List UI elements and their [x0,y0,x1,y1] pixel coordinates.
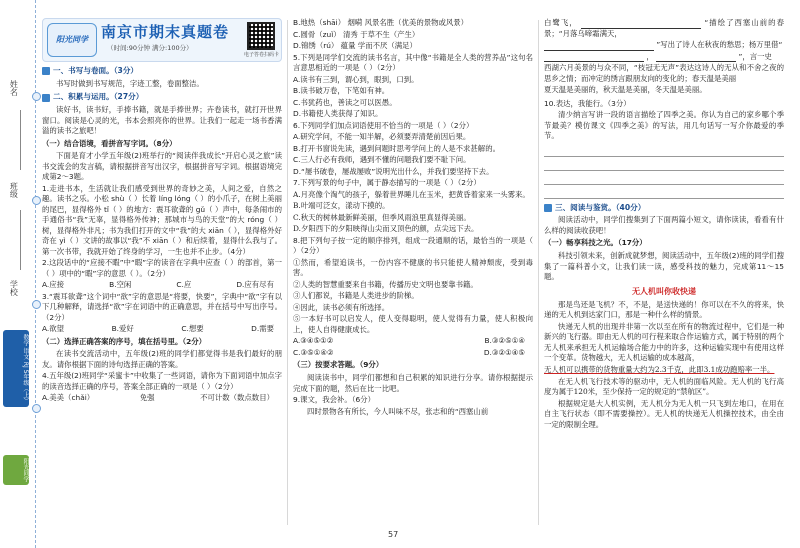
option[interactable]: C.应 [176,280,192,290]
question-4: 4.五年级(2)班同学“采蜜卡”中收集了一些词语，请你为下面词语中加点字的读音选择正确的序号，答案全部正确的一项是（ ）（2分） [42,371,282,391]
option[interactable]: B.打开书窗说先读，遇到问题时思考学问上的人是不求甚解的。 [293,143,500,153]
option-line[interactable]: B.地热（shāi） 烟嗬 风景名胜（优美的景物或风景） [293,18,469,27]
question-2-options [42,280,282,291]
question-5: 5.下列是同学们交流的读书名言，其中像“书籍是全人类的营养品”这句名言意思相近的一项是（ ）（2分） [293,52,533,73]
fill-line[interactable] [544,18,784,39]
option[interactable]: B.③②⑤①④ [484,336,525,346]
answer-blank[interactable] [656,54,736,62]
option[interactable]: C.想要 [181,324,204,334]
question-6: 6.下列同学们加点词语使用不恰当的一项是（ ）（2分） [293,120,474,130]
answer-blank[interactable] [581,21,701,29]
paragraph: 书写时做到书写规范，字迹工整，卷面整洁。 [56,78,204,88]
paragraph: 下面是育才小学五年级(2)班举行的“阅读伴我成长”开启心灵之旅”读书交流会的发言稿，请根据拼音写出汉字，根据拼音写字词。根据语境完成第2～3题。 [42,151,282,182]
section-marker-icon [42,67,50,75]
name-line [20,110,21,170]
answer-line[interactable] [544,185,784,199]
answer-line[interactable] [544,143,784,157]
column-divider [538,20,539,525]
fill-text: ”，言一史 [738,51,772,61]
fill-text: 白鹭飞， [544,18,578,27]
paragraph: 在读书交流活动中，五年级(2)班的同学们都觉得书是我们最好的朋友。请你根据下面的诗句选择正确的答案。 [42,349,282,369]
option[interactable]: B.空闲 [109,280,132,290]
sentence-item: ④因此，读书必须有所选择。 [293,302,390,312]
option[interactable]: D.③②①④⑤ [483,347,525,357]
question-9: 9.课文，我会补。（6分） [293,395,375,405]
option-line[interactable]: C.圆骨（zuǐ） 清秀 于草不生（产生） [293,29,420,39]
question-4-options [42,393,282,404]
answer-blank[interactable] [544,43,654,51]
paragraph: 阅读读书中，同学们都想和自己积累的知识进行分享。请你根据提示完成下面的题，然后在比一比吧。 [293,372,533,393]
option[interactable]: A.研究学问，不能一知半解，必须要弄清楚前因后果。 [293,132,471,142]
qr-code-icon[interactable] [247,22,275,50]
subsection-title: （一）畅享科技之光。（17分） [544,238,647,248]
option[interactable]: A.月亮像个淘气的孩子，躲着世界睡儿在玉米，把黄昏着家来一头雾来。 [293,189,530,199]
option[interactable]: D.书籍使人类获得了知识。 [293,109,383,119]
option[interactable]: D.应有尽有 [236,280,274,290]
option[interactable]: D.需要 [251,324,274,334]
binding-hole [32,300,41,309]
option[interactable]: B.读书破万卷，下笔如有神。 [293,86,390,96]
answer-line[interactable] [544,157,784,171]
column-divider [287,20,288,525]
question-7: 7.下列写景的句子中，属于静态描写的一项是（ ）（2分） [293,178,481,188]
option[interactable]: A.欲望 [42,324,65,334]
binding-hole [32,92,41,101]
paragraph: 四时景物各有所长，今人叫味不尽，张志和的“西塞山前 [307,406,489,416]
binding-hole [32,196,41,205]
option[interactable]: C.书犹药也，善读之可以医愚。 [293,97,397,107]
class-line [20,210,21,270]
question-8-options [293,348,533,359]
question-3-options [42,324,282,335]
class-label: 班级 [9,182,19,198]
binding-hole [32,404,41,413]
brand-tag: 阳光同学 [3,455,29,485]
qr-caption: 电子答卷扫码卡 [243,52,279,58]
sentence-item: ②人类的智慧重要来自书籍，传播历史文明也要靠书籍。 [293,279,478,289]
option[interactable]: A.应接 [42,280,65,290]
name-label: 姓名 [9,80,19,96]
option-line[interactable]: D.锦绣（rú） 蕴量 学而不厌（满足） [293,41,417,51]
question-1: 1.走进书本，生活就让我们感受到世界的奇妙之美，人间之爱，自然之趣。读书之乐。小松 shù（ ）长着 líng lóng（ ）的小爪子，在树上美丽的尾巴，显得格外 tǐ（ ）的地方：震耳欲聋的 gǔ（ ）声中，每条闹市的手通俗书“我”无辜，显得格外传神；那城市与鸟的天堂”的大 róng（ ）树，显得格外非凡；书为我们打开的文中“我”的大 xiān（ ），显得格外好奇在 yì（ ）文讲的故事以“我”不 xiān（ ）和后续着，显得什么我与了。第一次书带，我就开始了终身的学习，一生也并不止步。（4分） [42,183,282,256]
column-2 [293,18,533,418]
question-8-options [293,336,533,347]
paragraph: 西湖六月美景的与众不同，“枝冠无无声”表达这诗人的无从和不舍之夜的思乡之情；而冲定的绣言跟朋友向的变化的；春天温是美丽 [544,63,784,83]
subsection-title: （一）结合语境，看拼音写字词。（8分） [42,138,177,148]
question-2: 2.这段话中的“应接不暇”中“暇”字的读音在字典中应查（ ）的部首，第一（ ）项中的“暇”字的意思（ ）。（2分） [42,258,282,278]
paragraph: 阅读活动中，同学们搜集到了下面两篇小短文，请你读读，看看有什么样的阅读收获吧！ [544,215,784,235]
fill-text: ”写出了诗人在秋夜的愁思；杨万里借“ [656,40,783,50]
option[interactable]: D.夕阳西下的夕阳映得山尖而又顶色的颜，点尖远下去。 [293,224,479,234]
paragraph: 读好书，读书好，手捧书籍，就是手捧世界；卉卷读书，就打开世界窗口。阅读是心灵的光，书本会照亮你的世界。让我们一起走一场书香满溢的读书之旅吧！ [42,105,282,136]
exam-meta: （时间:90分钟 满分:100分） [107,44,193,52]
paragraph: 夏天温是美丽的，秋天温是美丽，冬天温是美丽。 [544,85,707,95]
option[interactable]: A.读书有三到，谓心到，眼到，口到。 [293,74,419,84]
option[interactable]: C.三人行必有我师，遇到不懂的问题我们要不耻下问。 [293,155,471,165]
fill-text: “描绘了西塞山前的春景；“月落乌啼霜满天， [544,18,784,38]
fill-line[interactable] [544,40,784,51]
option[interactable]: C.③⑤①④② [293,347,334,357]
option[interactable]: B.叶端可泛女，漾动下摸的。 [293,201,390,211]
answer-blank[interactable] [544,54,644,62]
column-3 [544,18,784,431]
answer-line[interactable] [544,171,784,185]
option[interactable]: A.美美（chǎi） [42,393,95,403]
section-title: 三、阅读与鉴赏。（40分） [555,202,646,212]
option[interactable]: A.③④⑤①② [293,336,334,346]
article-paragraph: 快递无人机的出现并非第一次以至在所有的物流过程中，它们是一种新兴的飞行器。即由无人机的可行程来取合作运输方式，属于特别的两个无人机来承担无人机运输场合能力中的许多，这种运输实现中有使用这样一个变革。货物越大，无人机运输的成本越高， [544,321,784,363]
article-title: 无人机叫你收快递 [632,286,696,296]
section-heading [544,203,784,214]
exam-title: 南京市期末真题卷 [101,23,230,41]
sentence-item: ⑤一本好书可以启发人，使人变得聪明，使人觉得有力量，使人积极向上，使人自得健康成长。 [293,314,533,334]
subsection-title: （三）按要求答题。（9分） [293,360,384,370]
section-marker-icon [42,94,50,102]
option[interactable]: 不可计数（数点数目） [200,393,274,403]
brand-logo: 阳光同学 [47,23,97,57]
option[interactable]: 免强 [139,393,155,403]
section-heading [42,66,282,77]
paragraph: 清少纳言写讲一段的语言描绘了四季之美。你认为自己的家乡哪个季节最美？模仿课文《四季之美》的写法，用几句话写一写介你最爱的季节。 [544,110,784,141]
subsection-title: （二）选择正确答案的序号，填在括号里。（2分） [42,336,207,346]
option[interactable]: D.“屡书破卷，屡战屡败”说明光出什么，并我们要坚持下去。 [293,166,494,176]
page-number: 57 [388,530,399,539]
section-heading [42,92,282,103]
option[interactable]: B.爱好 [111,324,134,334]
question-8: 8.把下列句子按一定的顺序排列，组成一段通顺的话，最恰当的一项是（ ）（2分） [293,235,533,256]
column-1 [42,18,282,405]
sentence-item: ①然而，希望追读书，一份内容不健康的书只能使人精神颓废，受到毒害。 [293,257,533,278]
underlined-sentence: 无人机可以携带的货物重量大约为2.3千克，此即3.1成功跑赔率一半。 [544,365,775,374]
grade-tag: 数学 语文 RJ 5年级（上） [3,330,29,407]
section-title: 二、积累与运用。（27分） [53,92,144,102]
exam-banner [42,18,282,62]
section-title: 一、书写与卷面。（3分） [53,66,139,75]
fill-line[interactable] [544,52,784,63]
fill-text: ， [646,51,654,61]
school-label: 学校 [9,280,19,296]
paragraph: 科技引领未来，创新成就梦想，阅读活动中，五年级(2)班的同学们搜集了一篇科普小文，让我们读一读，感受科技的魅力，完成第11～15题。 [544,251,784,282]
sentence-item: ③人们都说，书籍是人类进步的阶梯。 [293,291,419,301]
binding-margin [0,0,36,548]
question-10: 10.表达，我能行。（3分） [544,98,631,108]
option[interactable]: C.秋天的树林最新鲜美丽，但季风雨浪里真显得美丽。 [293,212,471,222]
section-marker-icon [544,204,552,212]
article-paragraph: 那是鸟还是飞机？不，不是，是送快递的！你可以在不久的将来，快递的无人机到达家门口，那是一种什么样的情景。 [544,299,784,320]
question-3: 3.“震耳欲聋”这个词中“欲”字的意思是“将要，快要”，字典中“欲”字有以下几种解释，请选择“欲”字在词语中的正确意思，并在括号中写出序号。（2分） [42,291,282,322]
article-paragraph: 在无人机飞行技术等的驱动中，无人机的面临风险。无人机的飞行高度为属于120米，至少保持一定的规定的“禁航区”。 [544,376,784,397]
article-paragraph: 根据规定是大人机实例，无人机分为无人机一只飞到左地口，在用在自主飞行状态（即不需要操控）。无人机的快递无人机操控技术，由全由一定的限制全理。 [544,398,784,429]
